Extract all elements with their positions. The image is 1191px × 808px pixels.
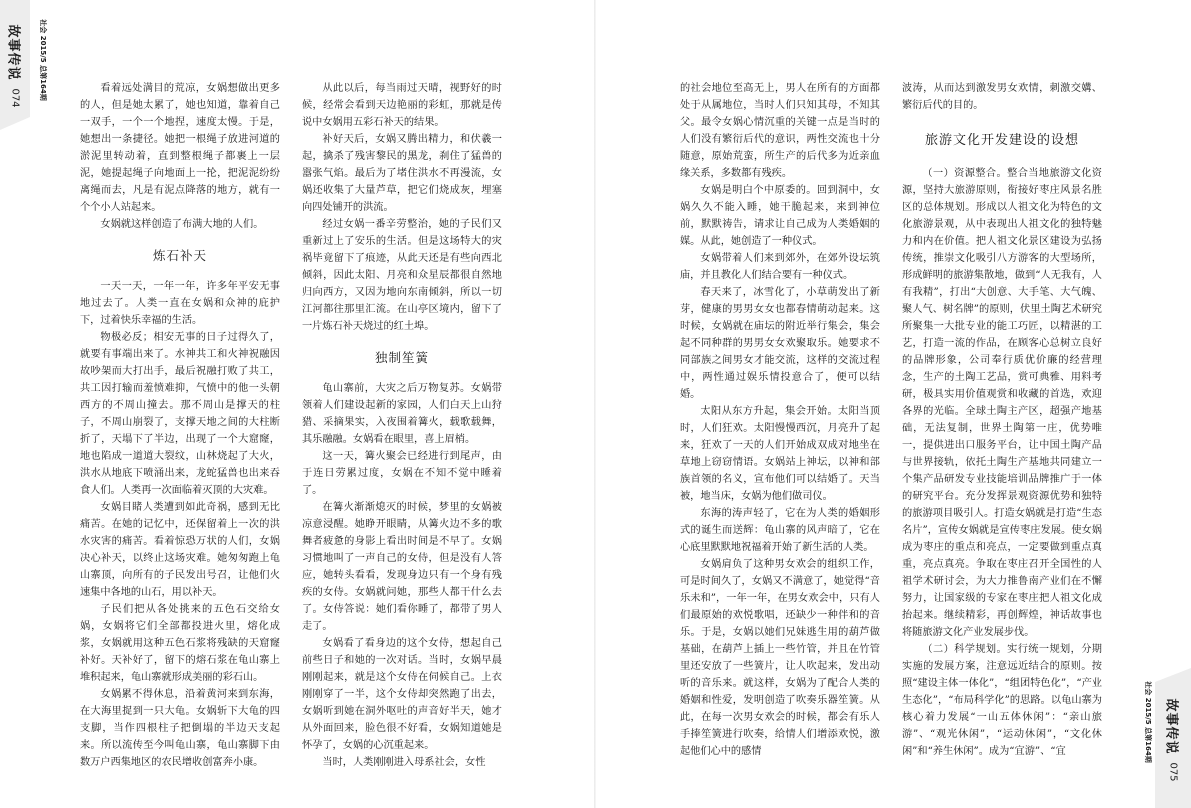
paragraph: 物极必反；相安无事的日子过得久了，就要有事端出来了。水神共工和火神祝融因故吵架而大打出手，最后祝融打败了共工，共工因打输而羞愤难抑，气愤中的他一头朝西方的不周山撞去。那不周山是撑天的柱子，不周山崩裂了，支撑天地之间的大柱断折了，天塌下了半边，出现了一个大窟窿，地也陷成一道道大裂纹，山林烧起了大火，洪水从地底下喷涌出来，龙蛇猛兽也出来吞食人们。人类再一次面临着灭顶的大灾难。 (80, 332, 280, 496)
paragraph: 一天一天，一年一年，许多年平安无事地过去了。人类一直在女娲和众神的庇护下，过着快乐幸福的生活。 (80, 281, 280, 326)
paragraph: 女娲是明白个中原委的。回到洞中，女娲久久不能入睡，她干脆起来，来到神位前，默默祷告，请求让自己成为人类婚姻的媒。从此，她创造了一种仪式。 (680, 185, 880, 247)
paragraph: 东海的涛声轻了，它在为人类的婚姻形式的诞生而送辉：龟山寨的风声暗了，它在心底里默默地祝福着开始了新生活的人类。 (680, 508, 880, 553)
magazine-title: 故事传说 (5, 24, 21, 81)
page-number-left: 074 (9, 88, 21, 108)
paragraph: 的社会地位至高无上，男人在所有的方面都处于从属地位，当时人们只知其母，不知其父。最令女娲心情沉重的关键一点是当时的人们没有繁衍后代的意识，两性交流也十分随意，原始荒蛮，所生产的后代多为近亲血缘关系，多数都有残疾。 (680, 83, 880, 179)
paragraph: （一）资源整合。整合当地旅游文化资源，坚持大旅游原则，衔接好枣庄风景名胜区的总体规划。形成以人祖文化为特色的文化旅游景观，从中表现出人祖文化的独特魅力和内在价值。把人祖文化景区建设为弘扬传统，推崇文化吸引八方游客的大型场所，形成鲜明的旅游集散地，做到“人无我有，人有我精”，打出“大创意、大手笔、大气魄、聚人气、树名牌”的原则，伏里土陶艺术研究所聚集一大批专业的能工巧匠，以精湛的工艺，打造一流的作品，在顾客心总树立良好的品牌形象，公司奉行质优价廉的经营理念，生产的土陶工艺品，赏可典雅、用料考研，极具实用价值观赏和收藏的首选，欢迎各界的光临。全球土陶主产区，超强产地基础，无法复制，世界土陶第一庄，优势唯一，提供进出口服务平台，让中国土陶产品与世界接轨，依托土陶生产基地共同建立一个集产品研发专业技能培训品牌推广于一体的研究平台。充分发挥景观资源优势和独特的旅游项目吸引人。打造女娲就是打造“生态名片”，宣传女娲就是宣传枣庄发展。使女娲成为枣庄的重点和亮点，一定要做到重点真重，亮点真亮。争取在枣庄召开全国性的人祖学术研讨会，为大力推鲁南产业们在不懈努力，让国家级的专家在枣庄把人祖文化成抬起来。继续精彩，再创辉煌，神话故事也将随旅游文化产业发展步伐。 (902, 168, 1102, 638)
issue-info-left: 社会 2015/5 总第164期 (39, 19, 47, 101)
paragraph: 女娲累不得休息，沿着黄河来到东海，在大海里捉到一只大龟。女娲斩下大龟的四支脚，当作四根柱子把倒塌的半边天支起来。所以流传至今叫龟山寨，龟山寨脚下由数万户西集地区的农民增收创富奔小康。 (80, 689, 280, 768)
paragraph: 女娲目睹人类遭到如此奇祸，感到无比痛苦。在她的记忆中，还保留着上一次的洪水灾害的痛苦。看着惊恐万状的人们，女娲决心补天，以终止这场灾难。她匆匆跑上龟山寨顶，向所有的子民发出号召，让他们火速集中各地的山石，用以补天。 (80, 502, 280, 598)
paragraph: 女娲肩负了这种男女欢会的组织工作，可是时间久了，女娲又不满意了，她觉得“音乐未和”，一年一年，在男女欢会中，只有人们最原始的欢悦歌唱，还缺少一种伴和的音乐。于是，女娲以她们兄妹逃生用的葫芦做基础，在葫芦上插上一些竹管，并且在竹管里还安放了一些簧片，让人吹起来，发出动听的音乐来。就这样，女娲为了配合人类的婚姻和性爱，发明创造了吹奏乐器笙簧。从此，在每一次男女欢会的时候，都会有乐人手捧笙簧进行吹奏，给情人们增添欢悦，激起他们心中的感情 (680, 559, 880, 757)
issue-info-right: 社会 2015/5 总第164期 (1144, 681, 1152, 763)
text-column-4 (902, 80, 1102, 760)
paragraph: 从此以后，每当雨过天晴，视野好的时候，经常会看到天边艳丽的彩虹，那就是传说中女娲用五彩石补天的结果。 (302, 83, 502, 128)
paragraph: 补好天后，女娲又腾出精力，和伏羲一起，擒杀了残害黎民的黑龙，刹住了猛兽的嚣张气焰。最后为了堵住洪水不再漫流，女娲还收集了大量芦草，把它们烧成灰，埋塞向四处铺开的洪流。 (302, 134, 502, 213)
paragraph: 春天来了，冰雪化了，小草萌发出了新芽，健康的男男女女也都春情萌动起来。这时候，女娲就在庙坛的附近举行集会，集会起不同种群的男男女女欢聚取乐。她要求不同部族之间男女才能交流，这样的交流过程中，两性通过娱乐情投意合了，便可以结婚。 (680, 287, 880, 400)
magazine-title: 故事传说 (1163, 698, 1179, 755)
paragraph: 女娲就这样创造了布满大地的人们。 (100, 219, 264, 230)
paragraph: 子民们把从各处挑来的五色石交给女娲，女娲将它们全部都投进火里，熔化成浆，女娲就用这种五色石浆将残缺的天窟窿补好。天补好了，留下的熔石浆在龟山寨上堆积起来，龟山寨就形成美丽的彩石山。 (80, 604, 280, 683)
paragraph: 这一天，篝火聚会已经进行到尾声，由于连日劳累过度，女娲在不知不觉中睡着了。 (302, 451, 502, 496)
paragraph: 女娲看了看身边的这个女侍，想起自己前些日子和她的一次对话。当时，女娲早晨刚刚起来，就是这个女侍在伺候自己。上衣刚刚穿了一半，这个女侍却突然跑了出去，女娲听到她在洞外呕吐的声音好半天，她才从外面回来，脸色很不好看，女娲知道她是怀孕了，女娲的心沉重起来。 (302, 638, 502, 751)
paragraph: 在篝火渐渐熄灭的时候，梦里的女娲被凉意浸醒。她睁开眼睛，从篝火边不多的歌舞者疲惫的身影上看出时间是不早了。女娲习惯地叫了一声自己的女侍，但是没有人答应，她转头看看，发现身边只有一个身有残疾的女侍。女娲就问她，那些人都干什么去了。女侍答说：她们看你睡了，都带了男人走了。 (302, 502, 502, 632)
section-heading: 炼石补天 (152, 248, 207, 263)
paragraph: （二）科学规划。实行统一规划，分期实施的发展方案，注意远近结合的原则。按照“建设主体一体化”，“组团特色化”，“产业生态化”，“布局科学化”的思路。以龟山寨为核心着力发展“一山五体休闲”：“亲山旅游”、“观光休闲”，“运动休闲”，“文化休闲”和“养生休闲”。成为“宜游”、“宜 (902, 644, 1102, 757)
text-column-3 (680, 80, 880, 760)
paragraph: 当时，人类刚刚进入母系社会，女性 (322, 757, 486, 768)
paragraph: 女娲带着人们来到郊外，在郊外设坛筑庙，并且教化人们结合要有一种仪式。 (680, 253, 880, 281)
paragraph: 太阳从东方升起，集会开始。太阳当顶时，人们狂欢。太阳慢慢西沉，月亮升了起来，狂欢了一天的人们开始成双成对地坐在草地上窃窃情语。女娲站上神坛，以神和部族首领的名义，宣布他们可以结婚了。天当被，地当床，女娲为他们做司仪。 (680, 406, 880, 502)
paragraph: 波涛，从而达到激发男女欢情，刺激交媾、繁衍后代的目的。 (902, 83, 1102, 111)
paragraph: 龟山寨前，大灾之后万物复苏。女娲带领着人们建设起新的家园，人们白天上山狩猎、采摘果实，入夜围着篝火，载歌载舞，其乐融融。女娲看在眼里，喜上眉梢。 (302, 383, 502, 445)
right-header (1164, 698, 1183, 781)
section-heading: 独制笙簧 (374, 350, 429, 365)
left-header (6, 24, 25, 107)
section-heading: 旅游文化开发建设的设想 (924, 133, 1079, 148)
left-page (0, 0, 595, 808)
paragraph: 看着远处满目的荒凉，女娲想做出更多的人，但是她太累了，她也知道，靠着自己一双手，一个一个地捏，速度太慢。于是，她想出一条捷径。她把一根绳子放进河道的淤泥里转动着，直到整根绳子都裹上一层泥，她提起绳子向地面上一抡，把泥泥纷纷离绳而去，凡是有泥点降落的地方，就有一个个小人站起来。 (80, 83, 280, 213)
page-number-right: 075 (1167, 762, 1179, 782)
text-column-2 (302, 80, 502, 771)
text-column-1 (80, 80, 280, 771)
paragraph: 经过女娲一番辛劳整治，她的子民们又重新过上了安乐的生活。但是这场特大的灾祸毕竟留下了痕迹，从此天还是有些向西北倾斜，因此太阳、月亮和众星辰都很自然地归向西方，又因为地向东南倾斜，所以一切江河都往那里汇流。在山亭区境内，留下了一片炼石补天烧过的红土埠。 (302, 219, 502, 332)
